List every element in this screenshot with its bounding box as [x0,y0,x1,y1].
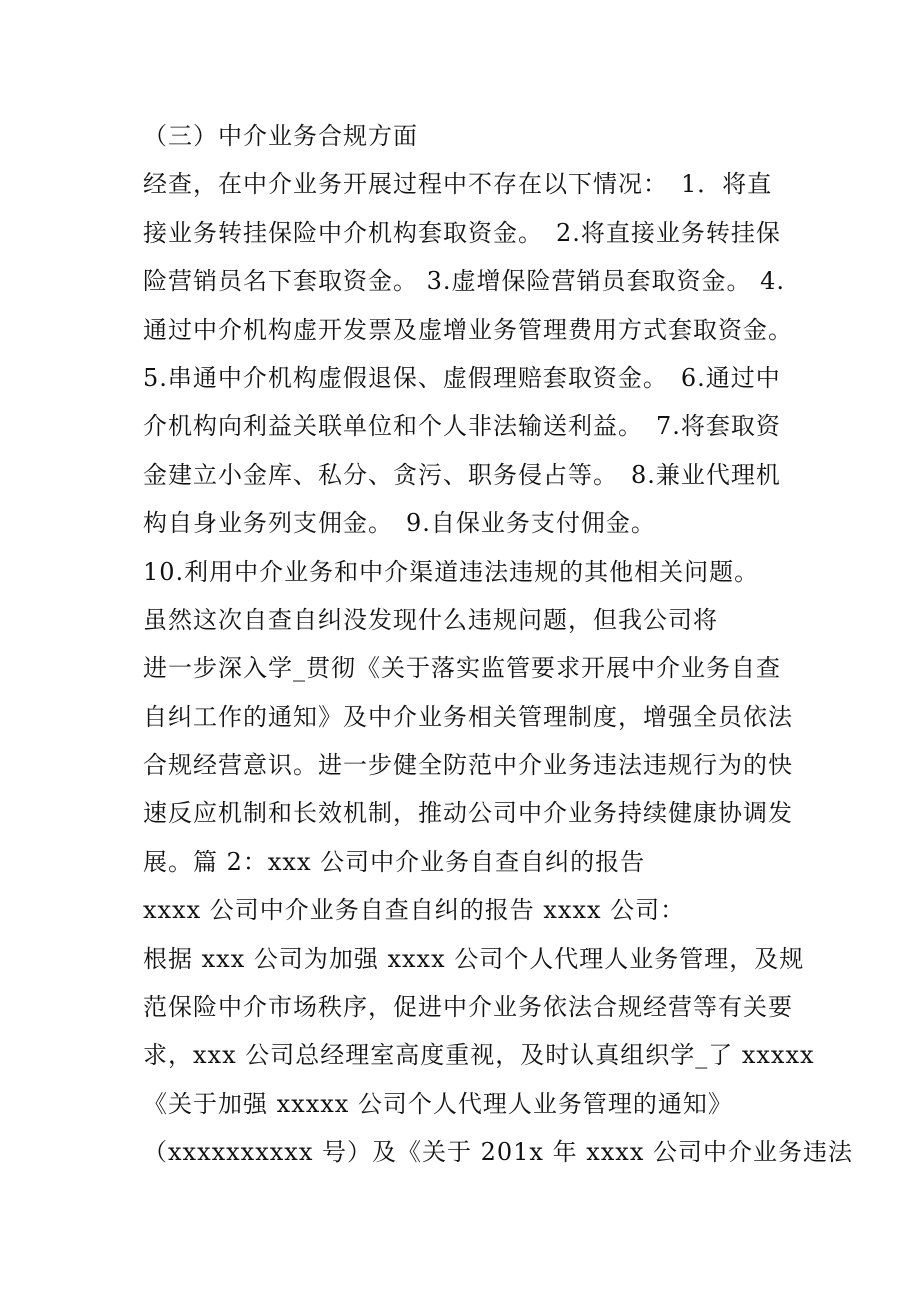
body-line: 介机构向利益关联单位和个人非法输送利益。 7.将套取资 [143,412,781,441]
body-line: 10.利用中介业务和中介渠道违法违规的其他相关问题。 [143,557,760,586]
body-line: 通过中介机构虚开发票及虚增业务管理费用方式套取资金。 [143,315,793,344]
body-line: 进一步深入学_贯彻《关于落实监管要求开展中介业务自查 [143,654,781,683]
body-line: 接业务转挂保险中介机构套取资金。 2.将直接业务转挂保 [143,218,781,247]
body-line: （xxxxxxxxxx 号）及《关于 201x 年 xxxx 公司中介业务违法 [143,1138,853,1167]
body-line: 虽然这次自查自纠没发现什么违规问题，但我公司将 [143,605,718,634]
body-line: 速反应机制和长效机制，推动公司中介业务持续健康协调发 [143,799,793,828]
body-line: 构自身业务列支佣金。 9.自保业务支付佣金。 [143,509,656,538]
body-line: 根据 xxx 公司为加强 xxxx 公司个人代理人业务管理，及规 [143,944,805,973]
body-line: 合规经营意识。进一步健全防范中介业务违法违规行为的快 [143,751,793,780]
body-line: 5.串通中介机构虚假退保、虚假理赔套取资金。 6.通过中 [143,363,781,392]
body-line: 金建立小金库、私分、贪污、职务侵占等。 8.兼业代理机 [143,460,781,489]
section-heading: （三）中介业务合规方面 [143,122,418,150]
body-line: 经查，在中介业务开展过程中不存在以下情况： 1．将直 [143,170,773,199]
body-line: 范保险中介市场秩序，促进中介业务依法合规经营等有关要 [143,993,793,1022]
body-line: 《关于加强 xxxxx 公司个人代理人业务管理的通知》 [143,1089,733,1118]
body-line: 求，xxx 公司总经理室高度重视，及时认真组织学_了 xxxxx [143,1041,815,1070]
body-line: xxxx 公司中介业务自查自纠的报告 xxxx 公司： [143,896,686,925]
body-line: 险营销员名下套取资金。 3.虚增保险营销员套取资金。 4. [143,267,786,296]
body-line: 自纠工作的通知》及中介业务相关管理制度，增强全员依法 [143,702,793,731]
document-body [143,112,853,1177]
body-line: 展。篇 2：xxx 公司中介业务自查自纠的报告 [143,847,646,876]
